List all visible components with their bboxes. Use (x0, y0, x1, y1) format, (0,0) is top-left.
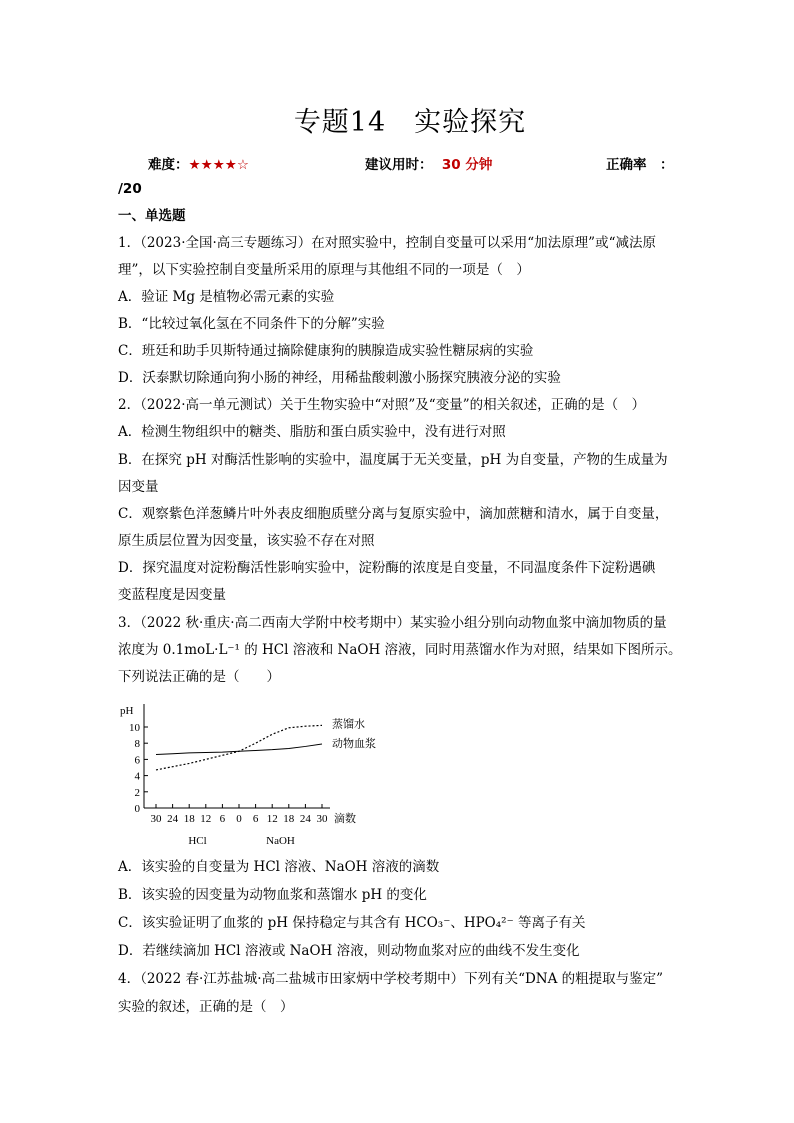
page-title: 专题14 实验探究 (293, 107, 527, 138)
q2-option-d-line2: 变蓝程度是因变量 (118, 587, 226, 603)
x-tick-label: 24 (167, 813, 179, 825)
y-tick-label: 8 (134, 738, 140, 751)
q3-stem-line1: 3．（2022 秋·重庆·高二西南大学附中校考期中）某实验小组分别向动物血浆中滴加物质的量 (118, 615, 667, 631)
q2-option-c-line2: 原生质层位置为因变量，该实验不存在对照 (118, 533, 375, 549)
x-tick-label: 12 (266, 813, 278, 825)
x-tick-label: 30 (316, 813, 328, 825)
y-tick-label: 4 (134, 770, 140, 783)
naoh-group-label: NaOH (266, 835, 295, 847)
x-axis-label: 滴数 (334, 813, 356, 825)
q3-option-a: A．该实验的自变量为 HCl 溶液、NaOH 溶液的滴数 (118, 859, 440, 875)
ph-line-chart (116, 700, 376, 850)
series-label-2: 动物血浆 (332, 738, 376, 751)
y-tick-label: 2 (134, 786, 140, 799)
accuracy: 正确率 ： (606, 157, 674, 173)
q3-option-d: D．若继续滴加 HCl 溶液或 NaOH 溶液，则动物血浆对应的曲线不发生变化 (118, 943, 580, 959)
x-tick-label: 12 (200, 813, 212, 825)
x-tick-label: 24 (299, 813, 311, 825)
y-axis-label: pH (120, 705, 134, 717)
difficulty-label: 难度： (148, 157, 189, 173)
q3-stem-line3: 下列说法正确的是（ ） (118, 669, 280, 685)
q2-option-b-line1: B．在探究 pH 对酶活性影响的实验中，温度属于无关变量，pH 为自变量，产物的生成量为 (118, 452, 668, 468)
suggested-time (365, 153, 492, 173)
score-total: /20 (118, 181, 142, 197)
q1-option-a: A．验证 Mg 是植物必需元素的实验 (118, 289, 335, 305)
q2-stem: 2．（2022·高一单元测试）关于生物实验中“对照”及“变量”的相关叙述，正确的是（ ） (118, 397, 646, 413)
x-tick-label: 0 (236, 813, 242, 825)
q2-option-a: A．检测生物组织中的糖类、脂肪和蛋白质实验中，没有进行对照 (118, 424, 506, 440)
q4-stem-line2: 实验的叙述，正确的是（ ） (118, 999, 294, 1015)
difficulty (148, 153, 249, 173)
q1-stem-line2: 理”，以下实验控制自变量所采用的原理与其他组不同的一项是（ ） (118, 262, 530, 278)
q2-option-b-line2: 因变量 (118, 479, 159, 495)
y-tick-label: 0 (134, 803, 140, 815)
q1-option-b: B．“比较过氧化氢在不同条件下的分解”实验 (118, 316, 385, 332)
hcl-group-label: HCl (188, 835, 207, 847)
q3-option-b: B．该实验的因变量为动物血浆和蒸馏水 pH 的变化 (118, 887, 427, 903)
q1-option-d: D．沃泰默切除通向狗小肠的神经，用稀盐酸刺激小肠探究胰液分泌的实验 (118, 370, 561, 386)
y-tick-label: 6 (134, 754, 140, 767)
q2-option-c-line1: C．观察紫色洋葱鳞片叶外表皮细胞质壁分离与复原实验中，滴加蔗糖和清水，属于自变量， (118, 506, 669, 522)
q3-stem-line2: 浓度为 0.1moL·L⁻¹ 的 HCl 溶液和 NaOH 溶液，同时用蒸馏水作为对照，结果如下图所示。 (118, 642, 682, 658)
time-value: 30 分钟 (441, 157, 493, 173)
x-tick-label: 18 (183, 813, 195, 825)
difficulty-stars: ★★★★☆ (188, 157, 250, 173)
x-tick-label: 6 (219, 813, 226, 825)
time-label: 建议用时： (365, 157, 433, 173)
section-heading: 一、单选题 (118, 208, 186, 224)
y-tick-label: 10 (129, 722, 140, 734)
x-tick-label: 6 (252, 813, 259, 825)
series-label-1: 蒸馏水 (332, 718, 365, 731)
q2-option-d-line1: D．探究温度对淀粉酶活性影响实验中，淀粉酶的浓度是自变量，不同温度条件下淀粉遇碘 (118, 560, 656, 576)
q1-option-c: C．班廷和助手贝斯特通过摘除健康狗的胰腺造成实验性糖尿病的实验 (118, 343, 534, 359)
q4-stem-line1: 4．（2022 春·江苏盐城·高二盐城市田家炳中学校考期中）下列有关“DNA 的粗提取与鉴定” (118, 971, 664, 987)
q1-stem-line1: 1．（2023·全国·高三专题练习）在对照实验中，控制自变量可以采用“加法原理”或“减法原 (118, 235, 656, 251)
series-line-2 (156, 744, 322, 755)
x-tick-label: 18 (283, 813, 295, 825)
q3-option-c: C．该实验证明了血浆的 pH 保持稳定与其含有 HCO₃⁻、HPO₄²⁻ 等离子有关 (118, 915, 586, 931)
x-tick-label: 30 (150, 813, 162, 825)
